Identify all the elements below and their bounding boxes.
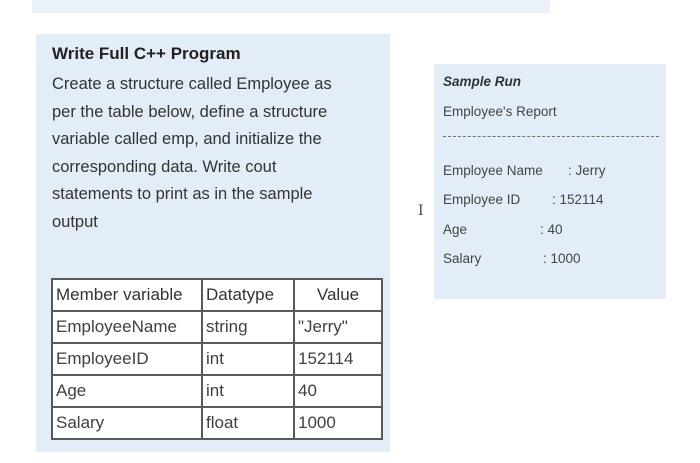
report-value: : 1000 — [543, 251, 581, 266]
cell-datatype: string — [202, 311, 294, 343]
question-line: output — [52, 212, 98, 231]
cell-member: Salary — [52, 407, 202, 439]
report-row-age — [443, 222, 563, 237]
table-row — [52, 311, 382, 343]
cell-value: 1000 — [294, 407, 382, 439]
report-row-salary — [443, 251, 581, 266]
top-strip — [32, 0, 550, 13]
cell-member: Age — [52, 375, 202, 407]
cell-member: EmployeeID — [52, 343, 202, 375]
dashed-divider — [443, 136, 659, 137]
report-label: Age — [443, 222, 468, 237]
header-value: Value — [294, 279, 382, 311]
question-card — [36, 34, 390, 452]
report-value: : Jerry — [568, 163, 606, 178]
cell-datatype: int — [202, 343, 294, 375]
sample-run-card — [434, 64, 666, 299]
header-datatype: Datatype — [202, 279, 294, 311]
report-value: : 40 — [540, 222, 563, 237]
report-label: Salary — [443, 251, 482, 266]
report-row-employee-name — [443, 163, 606, 178]
cell-value: 40 — [294, 375, 382, 407]
report-title: Employee's Report — [443, 104, 557, 119]
header-member-variable: Member variable — [52, 279, 202, 311]
question-line: statements to print as in the sample — [52, 185, 313, 203]
table-row — [52, 407, 382, 439]
cell-datatype: float — [202, 407, 294, 439]
table-header-row — [52, 279, 382, 311]
text-cursor-icon: I — [418, 203, 424, 219]
question-line: per the table below, define a structure — [52, 102, 328, 121]
question-line: Create a structure called Employee as — [52, 75, 332, 93]
cell-value: 152114 — [294, 343, 382, 375]
table-row — [52, 375, 382, 407]
report-row-employee-id — [443, 192, 604, 207]
question-text — [52, 71, 388, 236]
sample-run-title: Sample Run — [443, 74, 522, 89]
member-table — [51, 278, 383, 440]
report-label: Employee Name — [443, 163, 543, 178]
cell-value: "Jerry" — [294, 311, 382, 343]
question-title: Write Full C++ Program — [52, 44, 241, 63]
report-value: : 152114 — [552, 192, 604, 207]
table-row — [52, 343, 382, 375]
cell-datatype: int — [202, 375, 294, 407]
question-line: variable called emp, and initialize the — [52, 130, 322, 148]
question-line: corresponding data. Write cout — [52, 157, 277, 176]
cell-member: EmployeeName — [52, 311, 202, 343]
report-label: Employee ID — [443, 192, 521, 207]
